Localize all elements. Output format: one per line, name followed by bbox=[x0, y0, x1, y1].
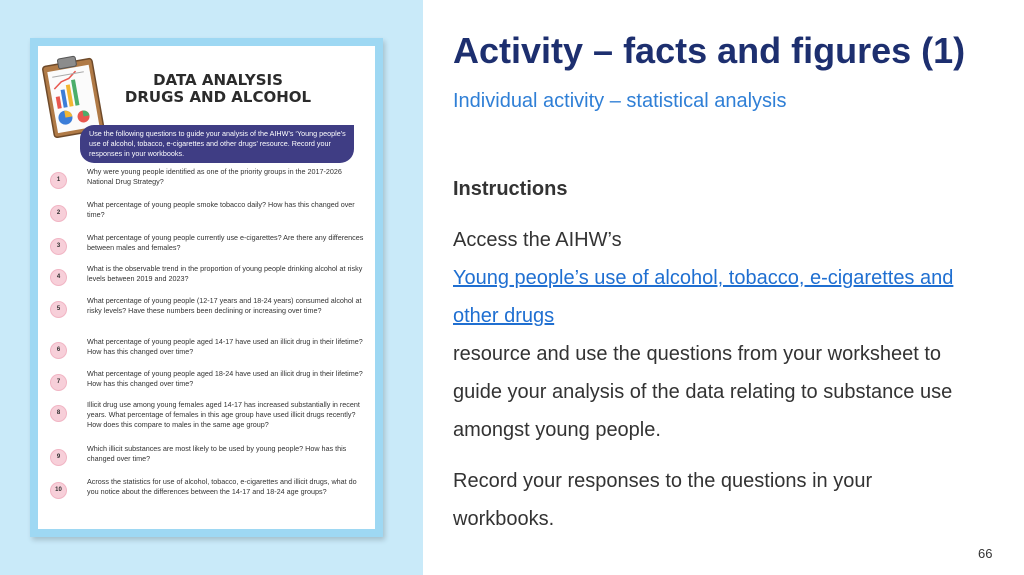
question-text: Which illicit substances are most likely to be used by young people? How has this changed over time? bbox=[87, 444, 347, 463]
question-text: What percentage of young people (12-17 years and 18-24 years) consumed alcohol at risky levels? Have these numbers been declining or increasing over time? bbox=[87, 296, 362, 315]
instructions-body bbox=[453, 221, 998, 538]
slide-subtitle: Individual activity – statistical analysis bbox=[453, 90, 787, 112]
worksheet-panel bbox=[0, 0, 423, 575]
instructions-heading: Instructions bbox=[453, 178, 568, 200]
question-number-badge: 2 bbox=[50, 205, 67, 222]
aihw-resource-link-continued[interactable]: other drugs bbox=[453, 305, 555, 327]
question-text: What percentage of young people aged 18-24 have used an illicit drug in their lifetime? How has this changed over time? bbox=[87, 369, 363, 388]
question-number-badge: 3 bbox=[50, 238, 67, 255]
question-text: Illicit drug use among young females aged 14-17 has increased substantially in recent years. What percentage of females in this age group have used illicit drugs recently? How does this compare to males in the same age group? bbox=[87, 400, 360, 429]
worksheet-title-line-1: DATA ANALYSIS bbox=[153, 71, 283, 89]
aihw-resource-link[interactable]: Young people’s use of alcohol, tobacco, e-cigarettes and bbox=[453, 267, 954, 289]
question-number-badge: 10 bbox=[50, 482, 67, 499]
question-text: What percentage of young people smoke tobacco daily? How has this changed over time? bbox=[87, 200, 355, 219]
question-text: What percentage of young people currently use e-cigarettes? Are there any differences between males and females? bbox=[87, 233, 364, 252]
question-text: Across the statistics for use of alcohol, tobacco, e-cigarettes and illicit drugs, what do you notice about the differences between the 14-17 and 18-24 age groups? bbox=[87, 477, 357, 496]
worksheet-title-line-2: DRUGS AND ALCOHOL bbox=[124, 88, 312, 106]
body-line-2: guide your analysis of the data relating to substance use bbox=[453, 381, 953, 403]
after-link-text: resource and use the questions from your worksheet to bbox=[453, 343, 942, 365]
question-number-badge: 8 bbox=[50, 405, 67, 422]
body-line-3: amongst young people. bbox=[453, 419, 661, 441]
question-number-badge: 5 bbox=[50, 301, 67, 318]
question-number-badge: 9 bbox=[50, 449, 67, 466]
question-text: Why were young people identified as one of the priority groups in the 2017-2026 National Drug Strategy? bbox=[87, 167, 342, 186]
slide-title: Activity – facts and figures (1) bbox=[453, 30, 966, 71]
worksheet-image bbox=[30, 38, 383, 537]
record-line-2: workbooks. bbox=[453, 508, 555, 530]
question-number-badge: 6 bbox=[50, 342, 67, 359]
question-number-badge: 4 bbox=[50, 269, 67, 286]
question-number-badge: 7 bbox=[50, 374, 67, 391]
record-line-1: Record your responses to the questions in your bbox=[453, 470, 873, 492]
intro-text: Access the AIHW’s bbox=[453, 229, 622, 251]
page-number: 66 bbox=[978, 546, 993, 561]
question-number-badge: 1 bbox=[50, 172, 67, 189]
worksheet-instruction: Use the following questions to guide your analysis of the AIHW’s ‘Young people’s use of alcohol, tobacco, e-cigarettes and other drugs’ resource. Record your responses in your workbooks. bbox=[80, 125, 354, 163]
worksheet-title bbox=[98, 72, 338, 106]
question-text: What percentage of young people aged 14-17 have used an illicit drug in their lifetime? How has this changed over time? bbox=[87, 337, 363, 356]
question-text: What is the observable trend in the proportion of young people drinking alcohol at risky levels between 2019 and 2023? bbox=[87, 264, 363, 283]
